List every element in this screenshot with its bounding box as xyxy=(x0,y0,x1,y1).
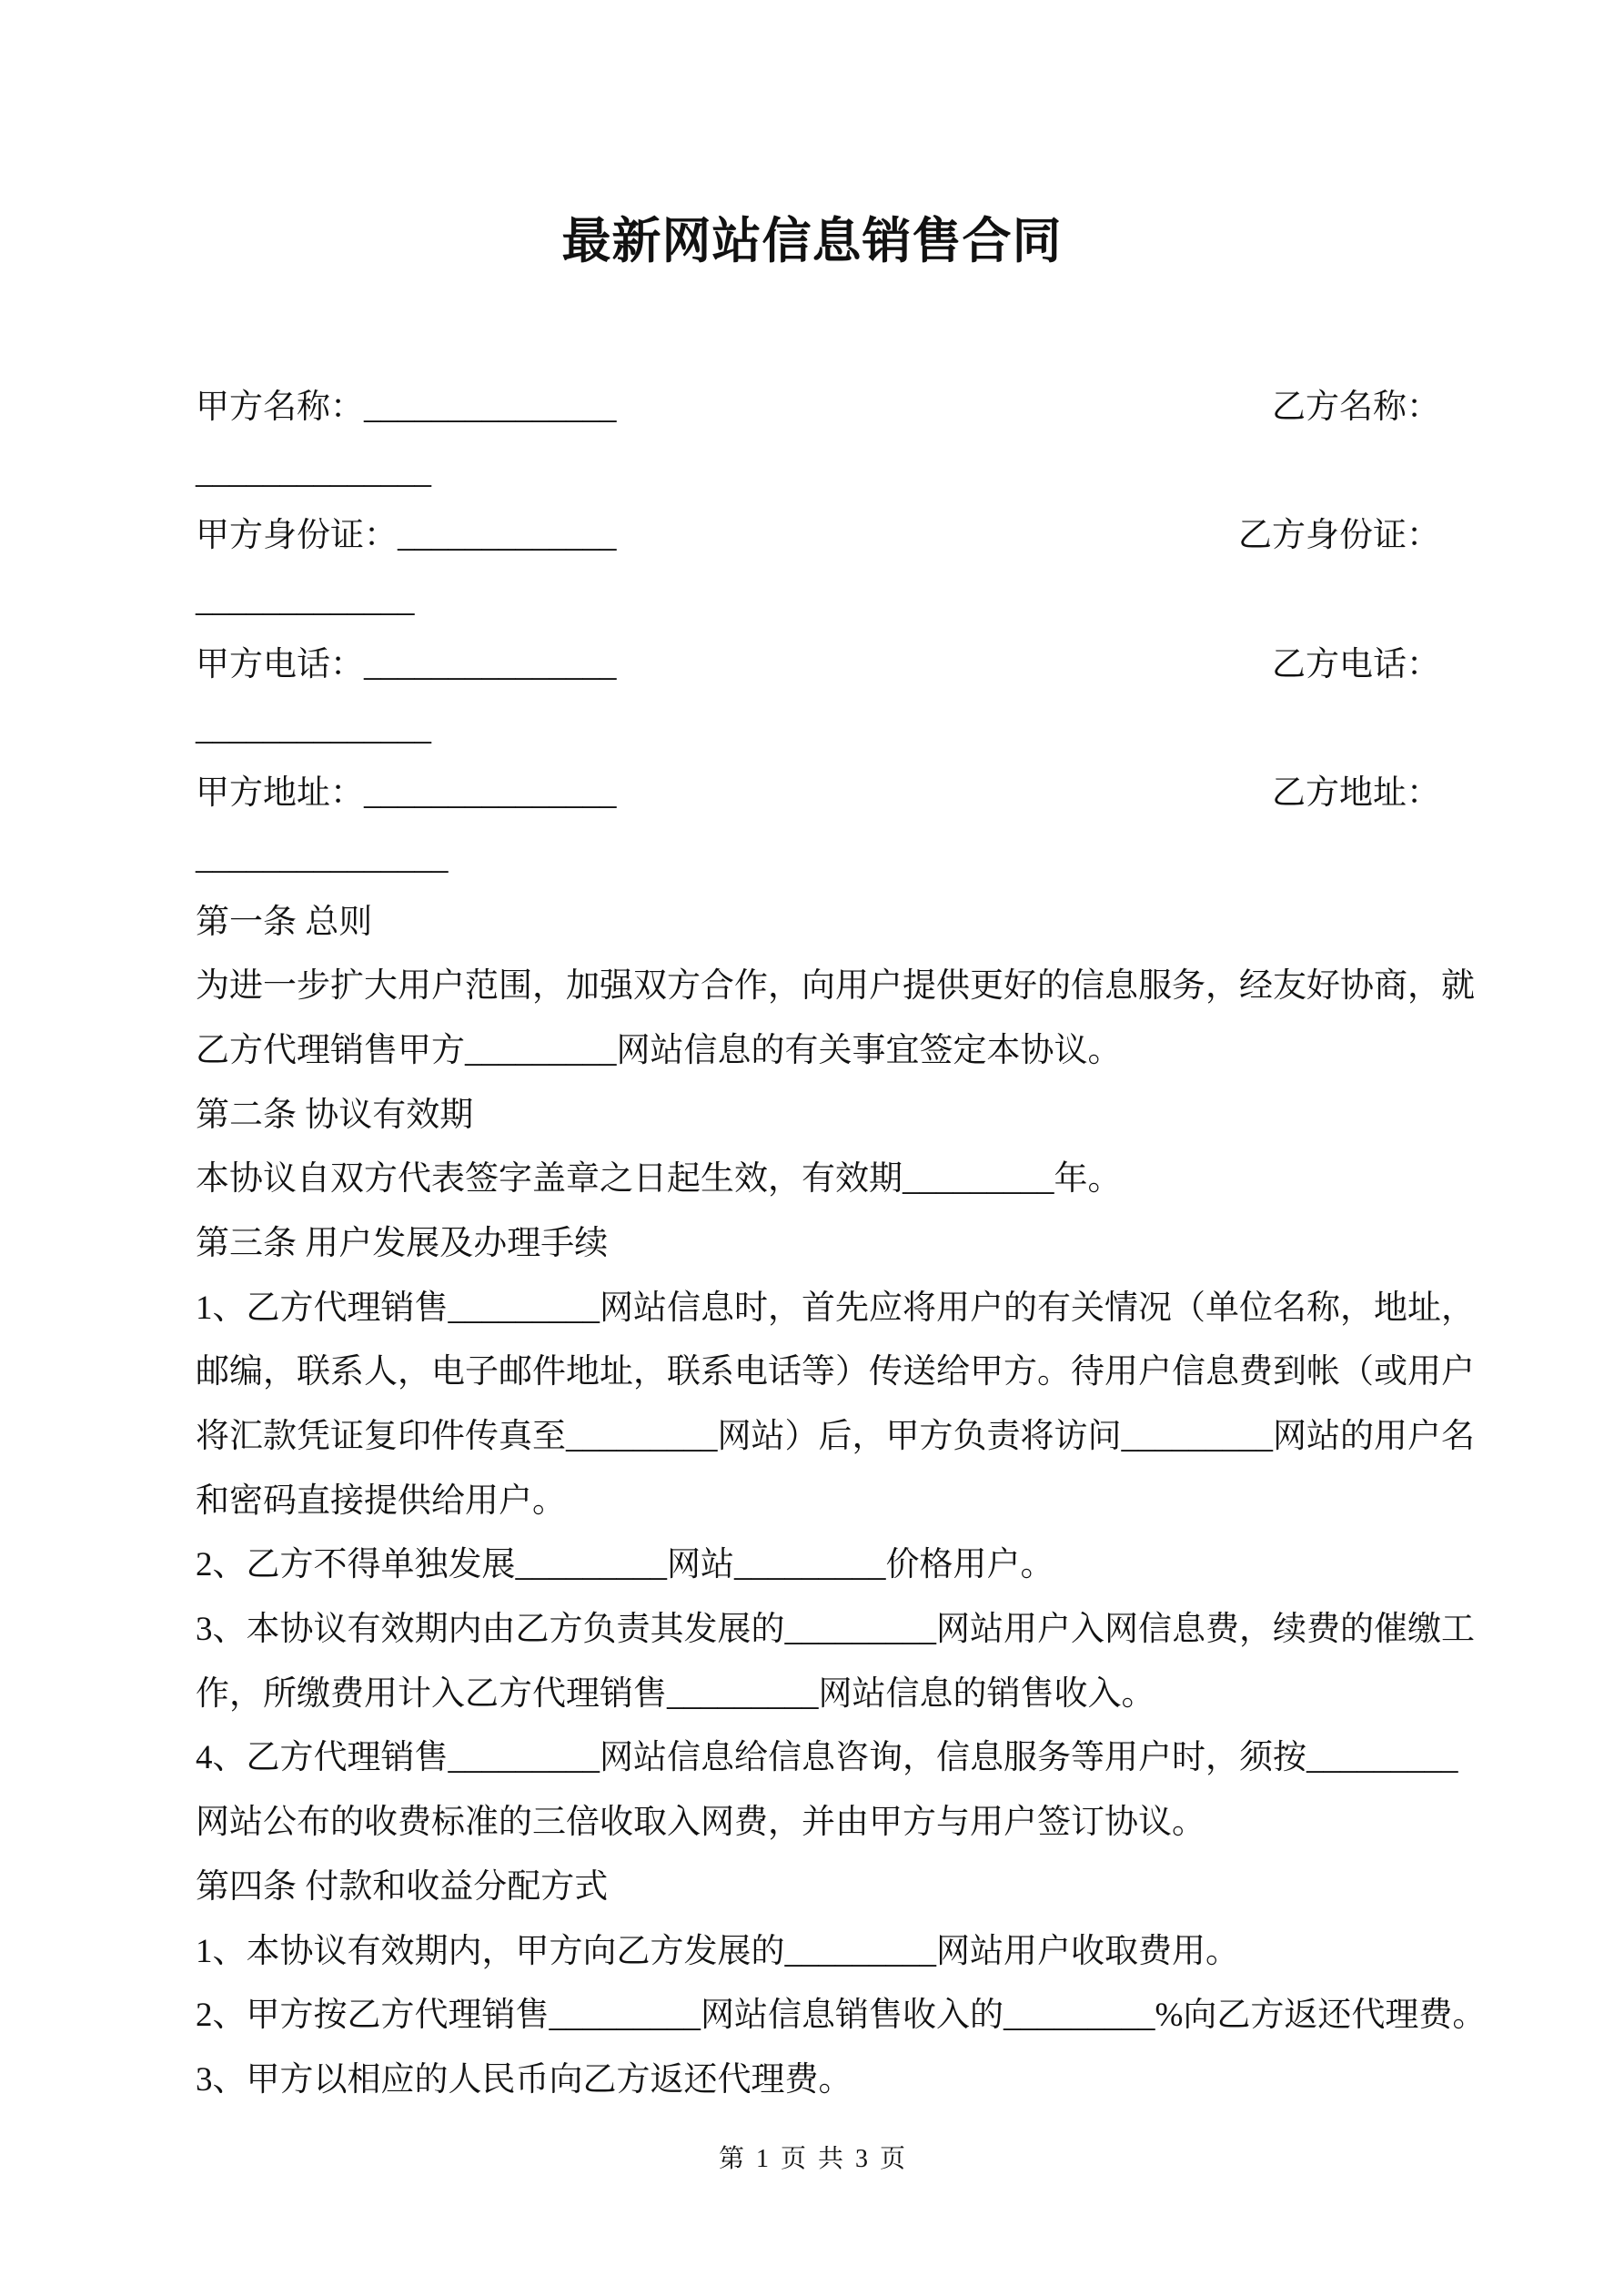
text-line: 邮编，联系人，电子邮件地址，联系电话等）传送给甲方。待用户信息费到帐（或用户 xyxy=(196,1353,1475,1391)
party-a-phone: 甲方电话：_______________ xyxy=(196,645,617,683)
party-a-name: 甲方名称：_______________ xyxy=(196,389,617,426)
text-line: 将汇款凭证复印件传真至_________网站）后，甲方负责将访问_________网站的用户名 xyxy=(196,1418,1475,1455)
text-line: 作，所缴费用计入乙方代理销售_________网站信息的销售收入。 xyxy=(196,1674,1155,1713)
text-line: 3、本协议有效期内由乙方负责其发展的_________网站用户入网信息费，续费的催缴工 xyxy=(196,1611,1475,1649)
text-line: 3、甲方以相应的人民币向乙方返还代理费。 xyxy=(196,2060,852,2099)
party-a-address: 甲方地址：_______________ xyxy=(196,774,617,813)
text-line: 网站公布的收费标准的三倍收取入网费，并由甲方与用户签订协议。 xyxy=(196,1804,1205,1842)
text-line: 乙方代理销售甲方_________网站信息的有关事宜签定本协议。 xyxy=(196,1031,1122,1069)
party-b-address-label: 乙方地址： xyxy=(1272,774,1440,813)
text-line: 2、乙方不得单独发展_________网站_________价格用户。 xyxy=(196,1546,1054,1584)
party-b-name-blank: ______________ xyxy=(196,452,431,491)
party-row-name xyxy=(196,376,1440,440)
text-line: 1、本协议有效期内，甲方向乙方发展的_________网站用户收取费用。 xyxy=(196,1932,1239,1970)
party-a-id: 甲方身份证：_____________ xyxy=(196,517,617,555)
text-line: 4、乙方代理销售_________网站信息给信息咨询，信息服务等用户时，须按_________ xyxy=(196,1739,1458,1777)
party-b-phone-label: 乙方电话： xyxy=(1272,645,1440,683)
text-line: 和密码直接提供给用户。 xyxy=(196,1482,566,1520)
party-b-id-label: 乙方身份证： xyxy=(1238,517,1440,555)
text-line: 为进一步扩大用户范围，加强双方合作，向用户提供更好的信息服务，经友好协商，就 xyxy=(196,967,1475,1006)
party-b-address-blank: _______________ xyxy=(196,838,449,876)
party-row-id xyxy=(196,504,1440,569)
page-footer: 第 1 页 共 3 页 xyxy=(718,2145,905,2173)
text-line: 第四条 付款和收益分配方式 xyxy=(196,1867,609,1906)
text-line: 第二条 协议有效期 xyxy=(196,1096,474,1134)
text-line: 本协议自双方代表签字盖章之日起生效，有效期_________年。 xyxy=(196,1160,1122,1199)
document-body xyxy=(196,376,1487,2113)
text-line: 第三条 用户发展及办理手续 xyxy=(196,1224,609,1262)
party-b-name-label: 乙方名称： xyxy=(1272,389,1440,426)
text-line: 第一条 总则 xyxy=(196,903,373,941)
party-b-id-blank: _____________ xyxy=(196,582,415,620)
document-title: 最新网站信息销售合同 xyxy=(561,214,1063,268)
party-b-phone-blank: ______________ xyxy=(196,710,431,748)
text-line: 2、甲方按乙方代理销售_________网站信息销售收入的_________%向乙方返还代理费。 xyxy=(196,1997,1487,2035)
text-line: 1、乙方代理销售_________网站信息时，首先应将用户的有关情况（单位名称，地址， xyxy=(196,1289,1475,1327)
party-row-address xyxy=(196,762,1440,826)
party-row-phone xyxy=(196,633,1440,698)
